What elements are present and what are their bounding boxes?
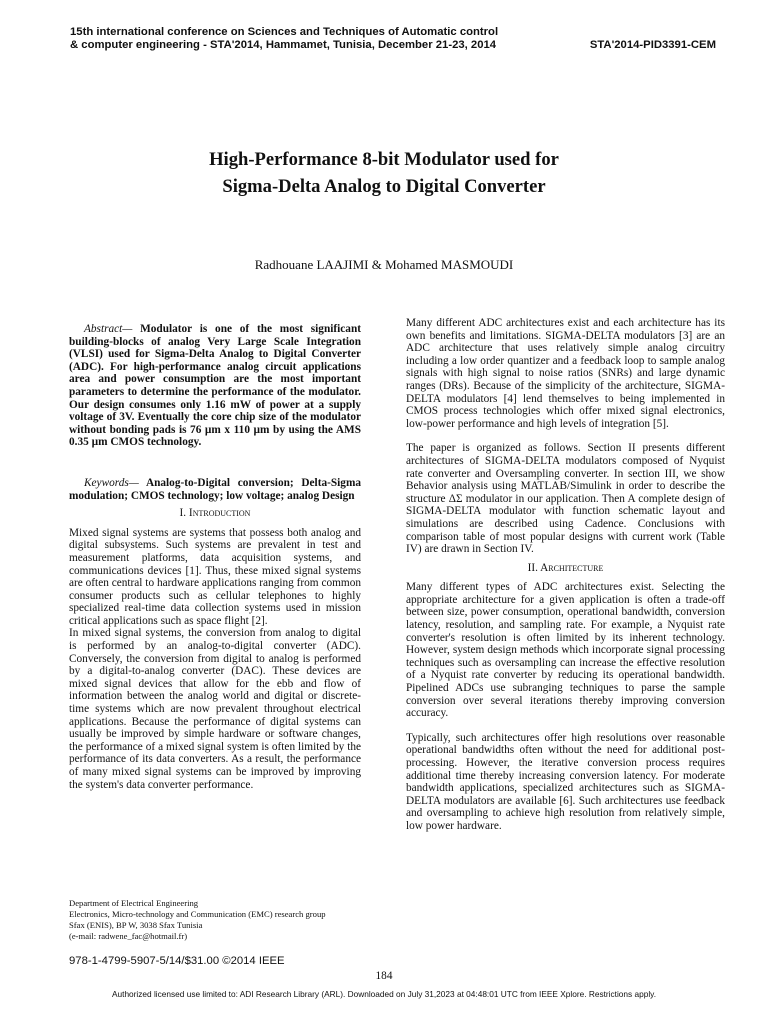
- authors: Radhouane LAAJIMI & Mohamed MASMOUDI: [254, 257, 514, 272]
- section-heading-architecture: II. Architecture: [527, 561, 604, 574]
- footnote-line: (e-mail: radwene_fac@hotmail.fr): [69, 931, 188, 941]
- conference-header-line1: 15th international conference on Sciences and Techniques of Automatic control: [70, 26, 499, 38]
- license-notice: Authorized licensed use limited to: ADI Research Library (ARL). Downloaded on July 31,2023 at 04:48:01 UTC from IEEE Xplore. Restrictions apply.: [111, 989, 657, 999]
- abstract-label: Abstract—: [84, 323, 133, 335]
- left-column: [69, 323, 361, 843]
- paper-id: STA'2014-PID3391-CEM: [589, 39, 716, 51]
- introduction-paragraph-1: Mixed signal systems are systems that possess both analog and digital subsystems. Such systems are prevalent in test and measurement platforms, data acquisition systems, and communications devices [1]. Thus, these mixed signal systems are often central to hardware applications ranging from common consumer products such as cellular telephones to highly specialized real-time data collection systems used in mission critical applications such as space flight [2].: [69, 526, 361, 627]
- architecture-paragraph-2: Typically, such architectures offer high resolutions over reasonable operational bandwidths often without the need for additional post-processing. However, the iterative conversion process requires additional time thereby increasing conversion latency. For moderate bandwidth applications, specialized architectures such as SIGMA-DELTA modulators are available [6]. Such architectures use feedback and oversampling to achieve high resolution from relatively simple, low power hardware.: [406, 731, 725, 832]
- right-column: [406, 317, 725, 952]
- conference-header-line2: & computer engineering - STA'2014, Hammamet, Tunisia, December 21-23, 2014: [70, 39, 497, 51]
- author-affiliation-footnote: [69, 898, 389, 942]
- isbn-copyright: 978-1-4799-5907-5/14/$31.00 ©2014 IEEE: [69, 955, 285, 967]
- architecture-paragraph-1: Many different types of ADC architectures exist. Selecting the appropriate architecture for a given application is often a trade-off between size, power consumption, operational bandwidth, conversion latency, resolution, and sampling rate. For example, a Nyquist rate converter's resolution is often limited by its inherent technology. However, system design methods which incorporate signal processing techniques such as oversampling can increase the effective resolution of a Nyquist rate converter by reducing its operational bandwidth. Pipelined ADCs use subranging techniques to parse the sample conversion over several iterations thereby improving conversion accuracy.: [406, 581, 725, 720]
- page-number: 184: [375, 970, 393, 982]
- keywords-text: Analog-to-Digital conversion; Delta-Sigma modulation; CMOS technology; low voltage; analog Design: [69, 476, 361, 502]
- abstract-text: Modulator is one of the most significant building-blocks of analog Very Large Scale Integration (VLSI) used for Sigma-Delta Analog to Digital Converter (ADC). For high-performance analog circuit applications area and power consumption are the most important parameters to determine the performance of the modulator. Our design consumes only 1.16 mW of power at a supply voltage of 3V. Eventually the core chip size of the modulator without bonding pads is 76 µm x 110 µm by using the AMS 0.35 µm CMOS technology.: [69, 323, 361, 449]
- keywords: [69, 477, 361, 502]
- section-heading-introduction: I. Introduction: [179, 507, 251, 520]
- footnote-line: Sfax (ENIS), BP W, 3038 Sfax Tunisia: [69, 920, 203, 930]
- footnote-line: Electronics, Micro-technology and Communication (EMC) research group: [69, 909, 326, 919]
- paper-title-line2: Sigma-Delta Analog to Digital Converter: [222, 176, 546, 197]
- abstract: [69, 323, 361, 449]
- introduction-paragraph-4: The paper is organized as follows. Section II presents different architectures of SIGMA-DELTA modulators composed of Nyquist rate converter and Oversampling converter. In section III, we show Behavior analysis using MATLAB/Simulink in order to describe the structure ΔΣ modulator in our application. Then A complete design of SIGMA-DELTA modulator with function schematic layout and simulations are described using Cadence. Conclusions with comparison table of most popular designs with current work (Table IV) are drawn in Section IV.: [406, 442, 725, 556]
- paper-title-line1: High-Performance 8-bit Modulator used for: [209, 149, 559, 170]
- introduction-paragraph-3: Many different ADC architectures exist and each architecture has its own benefits and limitations. SIGMA-DELTA modulators [3] are an ADC architecture that uses relatively simple analog circuitry including a low order quantizer and a feedback loop to sample analog signals with high signal to noise ratios (SNRs) and large dynamic ranges (DRs). Because of the simplicity of the architecture, SIGMA-DELTA modulators [4] lend themselves to being implemented in CMOS process technologies which offer mixed signal electronics, low-power performance and high levels of integration [5].: [406, 317, 725, 430]
- footnote-line: Department of Electrical Engineering: [69, 898, 199, 908]
- introduction-paragraph-2: In mixed signal systems, the conversion from analog to digital is performed by an analog-to-digital converter (ADC). Conversely, the conversion from digital to analog is performed by a digital-to-analog converter (DAC). These devices are mixed signal devices that allow for the ebb and flow of information between the analog world and digital or discrete-time systems which are now prevalent throughout electrical applications. Because the performance of digital systems can usually be improved by simple hardware or software changes, the performance of a mixed signal system is often limited by the performance of its data converters. As a result, the performance of many mixed signal systems can be improved by improving the system's data converter performance.: [69, 627, 361, 791]
- keywords-label: Keywords—: [84, 476, 139, 489]
